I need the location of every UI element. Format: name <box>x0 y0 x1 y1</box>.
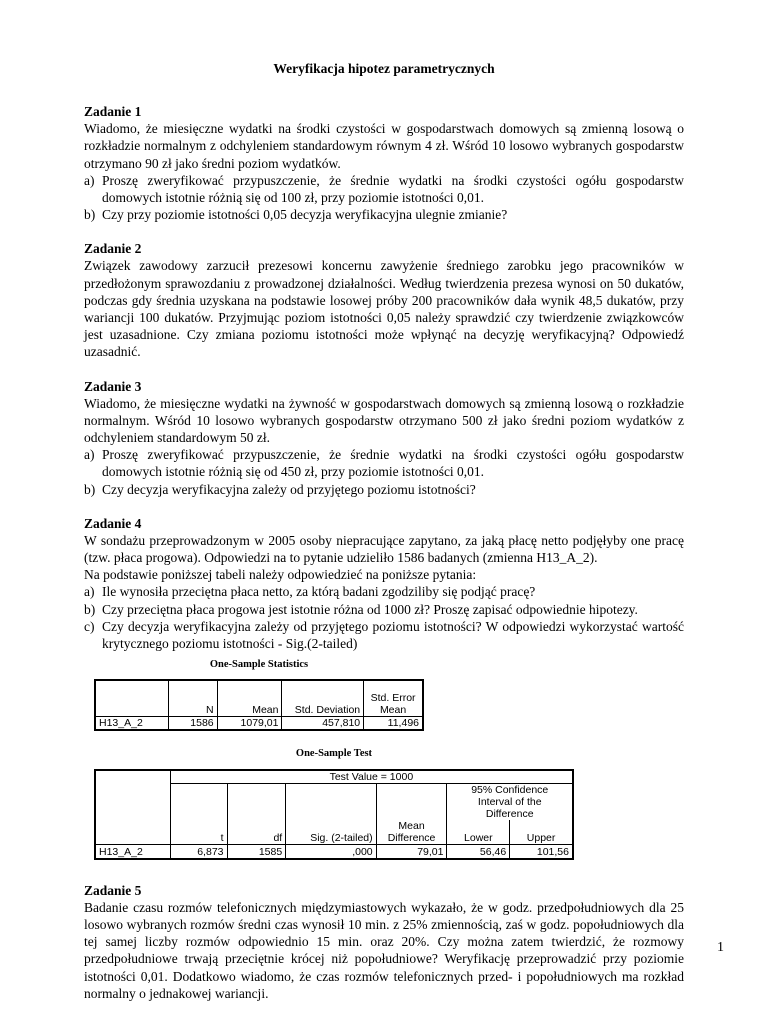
task-1-heading: Zadanie 1 <box>84 104 142 120</box>
task-1-items <box>84 172 684 224</box>
statistics-table-title: One-Sample Statistics <box>209 659 309 671</box>
test-value-header: Test Value = 1000 <box>170 770 573 784</box>
table-row <box>95 716 423 730</box>
task-3-heading: Zadanie 3 <box>84 378 142 394</box>
cell-lower: 56,46 <box>447 845 510 859</box>
cell-t: 6,873 <box>170 845 227 859</box>
task-2-heading: Zadanie 2 <box>84 241 142 257</box>
task-3-text: Wiadomo, że miesięczne wydatki na żywność w gospodarstwach domowych są zmienną losową o rozkładzie normalnym. Wśród 10 losowo wybranych gospodarstw otrzymano 500 zł jako średni poziom wydatków z odchyleniem standardowym 50 zł. <box>84 395 684 446</box>
task-5-text: Badanie czasu rozmów telefonicznych międzymiastowych wykazało, że w godz. przedpołudniowych dla 25 losowo wybranych rozmów średni czas wynosił 10 min. z 25% zmiennością, zaś w godz. popołudniowych dla tej samej liczby rozmów odpowiednio 15 min. oraz 20%. Czy można zatem twierdzić, że rozmowy przedpołudniowe trwają przeciętnie krócej niż popołudniowe? Weryfikację przeprowadzić przy poziomie istotności 0,01. Dodatkowo wiadomo, że czas rozmów telefonicznych przed- i popołudniowych ma rozkład normalny o jednakowej wariancji. <box>84 899 684 1001</box>
task-3-items <box>84 446 684 498</box>
cell-upper: 101,56 <box>510 845 573 859</box>
cell-mean: 1079,01 <box>217 716 282 730</box>
header-mean: Mean <box>217 680 282 716</box>
list-item: c) Czy decyzja weryfikacyjna zależy od przyjętego poziomu istotności? W odpowiedzi wykorzystać wartość krytycznego poziomu istotności - Sig.(2-tailed) <box>84 618 684 652</box>
header-upper: Upper <box>510 820 573 845</box>
header-std-error-mean: Std. Error Mean <box>364 680 423 716</box>
table-row <box>95 845 573 859</box>
list-item: b) Czy przy poziomie istotności 0,05 decyzja weryfikacyjna ulegnie zmianie? <box>84 207 508 223</box>
list-item: a) Proszę zweryfikować przypuszczenie, że średnie wydatki na środki czystości ogółu gospodarstw domowych istotnie różnią się od 100 zł, przy poziomie istotności 0,01. <box>84 172 684 206</box>
list-item: a) Proszę zweryfikować przypuszczenie, że średnie wydatki na środki czystości ogółu gospodarstw domowych istotnie różnią się od 450 zł, przy poziomie istotności 0,01. <box>84 447 684 480</box>
cell-std-error: 11,496 <box>364 716 423 730</box>
task-3 <box>84 378 684 498</box>
one-sample-test <box>94 745 574 859</box>
document-title: Weryfikacja hipotez parametrycznych <box>273 61 495 76</box>
row-label: H13_A_2 <box>95 845 170 859</box>
header-df: df <box>227 820 286 845</box>
task-1 <box>84 103 684 223</box>
header-mean-difference: Mean Difference <box>376 820 447 845</box>
row-label: H13_A_2 <box>95 716 168 730</box>
cell-df: 1585 <box>227 845 286 859</box>
statistics-table <box>94 679 424 731</box>
task-4-text-2: Na podstawie poniższej tabeli należy odpowiedzieć na poniższe pytania: <box>84 567 477 583</box>
list-item: b) Czy decyzja weryfikacyjna zależy od przyjętego poziomu istotności? <box>84 481 476 497</box>
task-5 <box>84 882 684 1002</box>
list-item: a) Ile wynosiła przeciętna płaca netto, za którą badani zgodziliby się podjąć pracę? <box>84 584 536 600</box>
header-n: N <box>168 680 217 716</box>
test-table <box>94 769 574 860</box>
header-lower: Lower <box>447 820 510 845</box>
task-4-items <box>84 583 684 652</box>
cell-mean-difference: 79,01 <box>376 845 447 859</box>
page-number: 1 <box>717 940 724 955</box>
test-table-title: One-Sample Test <box>295 748 373 760</box>
table-row <box>95 820 573 845</box>
table-row <box>95 784 573 821</box>
list-item: b) Czy przeciętna płaca progowa jest istotnie różna od 1000 zł? Proszę zapisać odpowiednie hipotezy. <box>84 601 638 617</box>
document-page <box>84 60 684 1019</box>
cell-sig: ,000 <box>286 845 376 859</box>
cell-n: 1586 <box>168 716 217 730</box>
one-sample-statistics <box>94 656 424 731</box>
task-4-text: W sondażu przeprowadzonym w 2005 osoby niepracujące zapytano, za jaką płacę netto podjęłyby one pracę (tzw. płaca progowa). Odpowiedzi na to pytanie udzieliło 1586 badanych (zmienna H13_A_2). <box>84 532 684 566</box>
task-5-heading: Zadanie 5 <box>84 882 142 898</box>
task-4 <box>84 515 684 652</box>
header-sig: Sig. (2-tailed) <box>286 820 376 845</box>
table-row <box>95 770 573 784</box>
header-t: t <box>170 820 227 845</box>
task-4-heading: Zadanie 4 <box>84 515 142 531</box>
task-2 <box>84 240 684 360</box>
header-std-deviation: Std. Deviation <box>282 680 364 716</box>
task-2-text: Związek zawodowy zarzucił prezesowi koncernu zawyżenie średniego zarobku jego pracowników w przedłożonym sprawozdaniu z prowadzonej działalności. Według twierdzenia prezesa wynosi on 50 dukatów, podczas gdy średnia uzyskana na podstawie losowej próby 200 pracowników dała wynik 48,5 dukatów, przy wariancji 100 dukatów. Przyjmując poziom istotności 0,05 należy sprawdzić czy twierdzenie związkowców jest uzasadnione. Czy zmiana poziomu istotności może wpłynąć na decyzję weryfikacyjną? Odpowiedź uzasadnić. <box>84 258 684 360</box>
table-row <box>95 680 423 716</box>
ci-header: 95% Confidence Interval of the Difference <box>447 784 573 821</box>
task-1-text: Wiadomo, że miesięczne wydatki na środki czystości w gospodarstwach domowych są zmienną losową o rozkładzie normalnym z odchyleniem standardowym równym 4 zł. Wśród 10 losowo wybranych gospodarstw otrzymano 90 zł jako średni poziom wydatków. <box>84 121 684 171</box>
cell-std-deviation: 457,810 <box>282 716 364 730</box>
